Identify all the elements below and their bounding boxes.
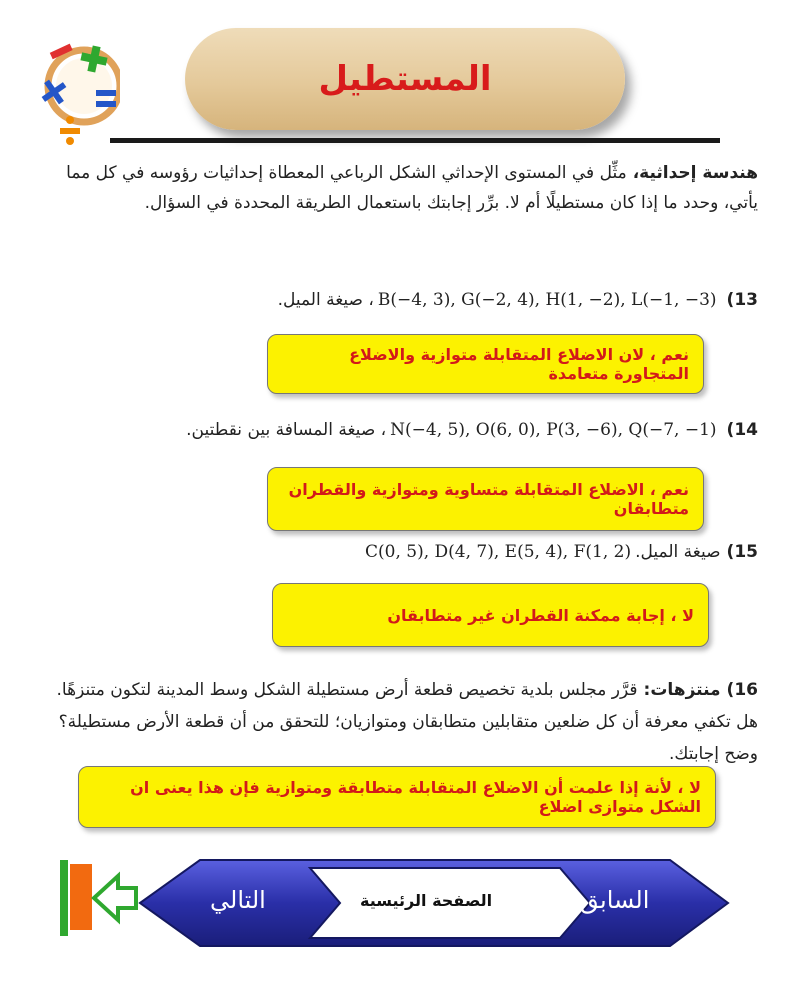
answer-box-14 [267,467,704,531]
intro-keyword: هندسة إحداثية، [632,163,758,183]
question-points: N(−4, 5), O(6, 0), P(3, −6), Q(−7, −1) [390,420,717,440]
question-number: 14) [726,420,758,440]
question-14 [38,416,758,444]
answer-box-15 [272,583,709,647]
question-text: قرَّر مجلس بلدية تخصيص قطعة أرض مستطيلة الشكل وسط المدينة لتكون متنزهًا. هل تكفي معرفة أن كل ضلعين متقابلين متطابقان ومتوازيان؛ للتحقق من أن قطعة الأرض مستطيلة؟ وضح إجابتك. [56,680,758,764]
question-label: منتزهات: [643,680,721,700]
page-title: المستطيل [318,59,492,99]
question-15 [38,538,758,566]
answer-box-16 [78,766,716,828]
question-method: صيغة الميل. [635,542,721,562]
math-symbols-logo [38,34,120,152]
question-13 [38,286,758,314]
question-number: 13) [726,290,758,310]
question-method: ، صيغة المسافة بين نقطتين. [186,420,387,440]
home-button[interactable]: الصفحة الرئيسية [360,891,493,910]
navigation-bar [60,858,750,948]
exit-icon[interactable] [56,858,138,940]
question-method: ، صيغة الميل. [277,290,374,310]
question-points: C(0, 5), D(4, 7), E(5, 4), F(1, 2) [365,542,632,562]
answer-text: نعم ، الاضلاع المتقابلة متساوية ومتوازية والقطران متطابقان [288,480,689,518]
question-points: B(−4, 3), G(−2, 4), H(1, −2), L(−1, −3) [377,290,717,310]
next-button[interactable]: التالي [210,886,266,914]
answer-text: لا ، إجابة ممكنة القطران غير متطابقان [387,605,694,625]
answer-box-13 [267,334,704,394]
title-banner [185,28,625,130]
title-divider [110,138,720,143]
answer-text: لا ، لأنة إذا علمت أن الاضلاع المتقابلة متطابقة ومتوازية فإن هذا يعنى ان الشكل متوازى اضلاع [130,778,701,816]
intro-text: مثِّل في المستوى الإحداثي الشكل الرباعي المعطاة إحداثيات رؤوسه في كل مما يأتي، وحدد ما إذا كان مستطيلًا أم لا. برِّر إجابتك باستعمال الطريقة المحددة في السؤال. [66,163,758,213]
answer-text: نعم ، لان الاضلاع المتقابلة متوازية والاضلاع المتجاورة متعامدة [349,345,689,383]
question-number: 15) [726,542,758,562]
intro-paragraph [38,158,758,218]
previous-button[interactable]: السابق [580,886,650,914]
question-number: 16) [726,680,758,700]
question-16 [38,674,758,770]
